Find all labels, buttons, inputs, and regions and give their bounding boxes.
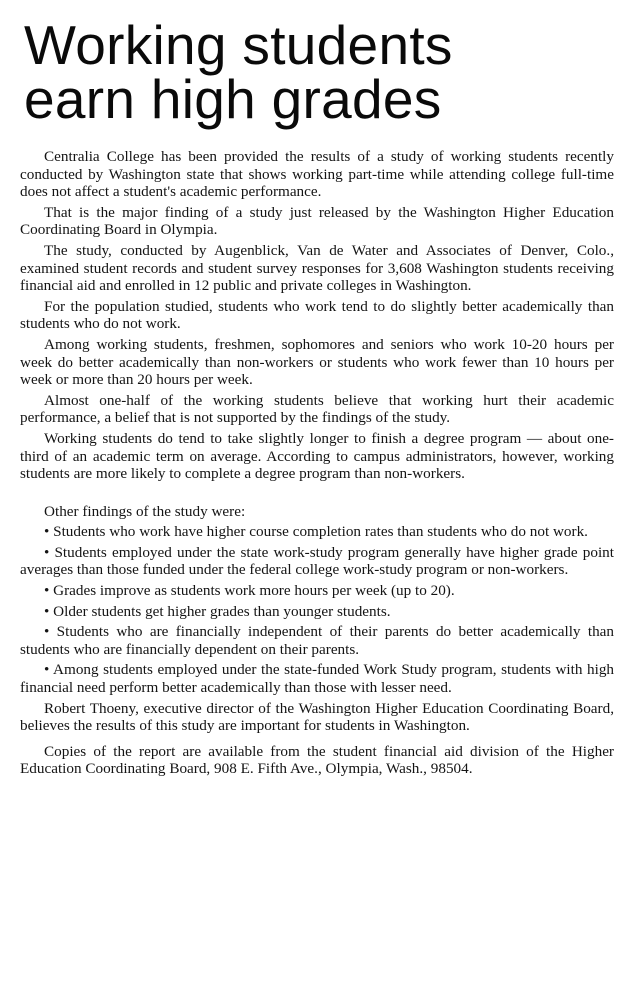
paragraph-intro: Centralia College has been provided the results of a study of working students recently conducted by Washington state that shows working part-time while attending college full-time does not affect a student's academic performance.	[20, 148, 614, 201]
paragraph-belief: Almost one-half of the working students believe that working hurt their academic performance, a belief that is not supported by the findings of the study.	[20, 391, 614, 427]
finding-item: • Students who are financially independent of their parents do better academically than students who are financially dependent on their parents.	[20, 623, 614, 658]
findings-intro: Other findings of the study were:	[44, 502, 246, 520]
finding-item: • Grades improve as students work more hours per week (up to 20).	[20, 582, 614, 600]
finding-item: • Older students get higher grades than younger students.	[20, 603, 614, 621]
paragraph-degree-time: Working students do tend to take slightly longer to finish a degree program — about one-third of an academic term on average. According to campus administrators, however, working students are more likely to complete a degree program than non-workers.	[20, 429, 614, 483]
headline-line-1: Working students	[24, 18, 453, 76]
headline-line-2: earn high grades	[24, 68, 442, 130]
finding-item: • Students who work have higher course completion rates than students who do not work.	[20, 523, 614, 541]
paragraph-study-method: The study, conducted by Augenblick, Van de Water and Associates of Denver, Colo., examined student records and student survey responses for 3,608 Washington students receiving financial aid and enrolled in 12 public and private colleges in Washington.	[20, 241, 614, 295]
finding-item: • Students employed under the state work-study program generally have higher grade point averages than those funded under the federal college work-study program or non-workers.	[20, 544, 614, 579]
paragraph-major-finding: That is the major finding of a study just released by the Washington Higher Education Coordinating Board in Olympia.	[20, 203, 614, 239]
newspaper-clipping	[20, 18, 614, 982]
paragraph-thoeny: Robert Thoeny, executive director of the Washington Higher Education Coordinating Board, believes the results of this study are important for students in Washington.	[20, 699, 614, 735]
article-body	[20, 148, 614, 778]
paragraph-population: For the population studied, students who work tend to do slightly better academically than students who do not work.	[20, 297, 614, 333]
headline	[24, 18, 614, 130]
paragraph-copies: Copies of the report are available from the student financial aid division of the Higher Education Coordinating Board, 908 E. Fifth Ave., Olympia, Wash., 98504.	[20, 742, 614, 778]
finding-item: • Among students employed under the state-funded Work Study program, students with high financial need perform better academically than those with lesser need.	[20, 661, 614, 696]
paragraph-hours: Among working students, freshmen, sophomores and seniors who work 10-20 hours per week do better academically than non-workers or students who work fewer than 10 hours per week or more than 20 hours per week.	[20, 335, 614, 389]
